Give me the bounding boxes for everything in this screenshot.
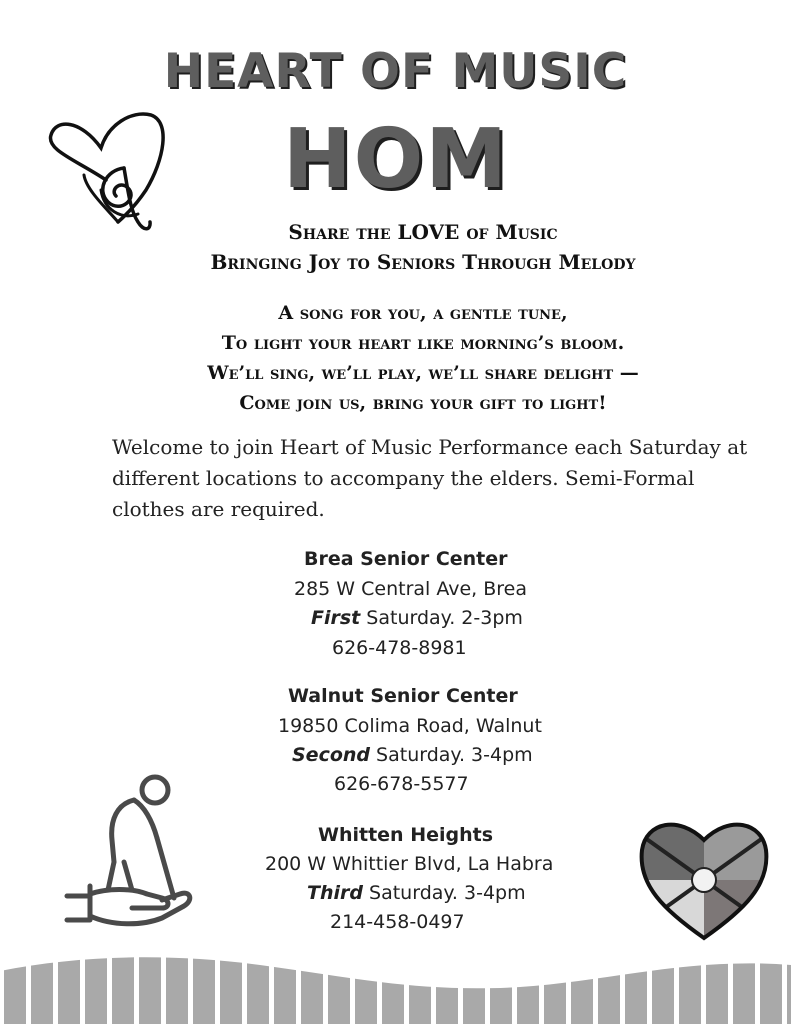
location-name: Whitten Heights [318, 824, 494, 846]
piano-keys-wave [0, 935, 791, 1024]
location-address: 200 W Whittier Blvd, La Habra [265, 853, 554, 875]
piano-key [409, 935, 431, 1024]
page-title: HEART OF MUSIC [163, 44, 628, 99]
piano-key [4, 935, 26, 1024]
piano-key [112, 935, 134, 1024]
piano-key [787, 935, 791, 1024]
piano-key [733, 935, 755, 1024]
location-week: Third [307, 882, 363, 904]
location-week: First [311, 607, 361, 629]
piano-key [274, 935, 296, 1024]
piano-key [193, 935, 215, 1024]
piano-key [436, 935, 458, 1024]
hands-heart-icon [634, 810, 774, 945]
welcome-text: Welcome to join Heart of Music Performance each Saturday at different locations to accompany the elders. Semi-Formal clothes are required. [112, 435, 748, 521]
location-schedule [311, 607, 523, 629]
piano-key [463, 935, 485, 1024]
piano-key [679, 935, 701, 1024]
page-subtitle: HOM [283, 112, 509, 207]
piano-key [760, 935, 782, 1024]
tagline-1: Share the LOVE of Music [288, 220, 558, 244]
location-time: Saturday. 3-4pm [362, 882, 526, 904]
location-time: Saturday. 3-4pm [370, 744, 533, 766]
piano-key [382, 935, 404, 1024]
poem-line: We’ll sing, we’ll play, we’ll share delight — [207, 362, 639, 384]
location-phone: 626-478-8981 [332, 637, 467, 659]
piano-key [571, 935, 593, 1024]
piano-key [625, 935, 647, 1024]
piano-key [652, 935, 674, 1024]
location-schedule [292, 744, 533, 766]
piano-key [139, 935, 161, 1024]
location-address: 19850 Colima Road, Walnut [278, 715, 542, 737]
elder-in-hand-icon [62, 770, 197, 940]
location-name: Walnut Senior Center [288, 685, 518, 707]
poem-line: Come join us, bring your gift to light! [239, 392, 607, 414]
location-week: Second [292, 744, 371, 766]
piano-key [220, 935, 242, 1024]
piano-key [706, 935, 728, 1024]
location-name: Brea Senior Center [304, 548, 508, 570]
piano-key [85, 935, 107, 1024]
piano-key [544, 935, 566, 1024]
piano-key [58, 935, 80, 1024]
piano-key [355, 935, 377, 1024]
location-time: Saturday. 2-3pm [360, 607, 523, 629]
location-schedule [307, 882, 526, 904]
piano-key [31, 935, 53, 1024]
piano-key [301, 935, 323, 1024]
poem-line: A song for you, a gentle tune, [278, 302, 568, 324]
piano-key [247, 935, 269, 1024]
location-phone: 214-458-0497 [330, 911, 465, 933]
piano-key [598, 935, 620, 1024]
piano-key [490, 935, 512, 1024]
piano-key [166, 935, 188, 1024]
location-phone: 626-678-5577 [334, 773, 469, 795]
piano-key [517, 935, 539, 1024]
tagline-2: Bringing Joy to Seniors Through Melody [210, 250, 636, 274]
piano-key [328, 935, 350, 1024]
poem-line: To light your heart like morning’s bloom. [221, 332, 625, 354]
location-address: 285 W Central Ave, Brea [294, 578, 528, 600]
